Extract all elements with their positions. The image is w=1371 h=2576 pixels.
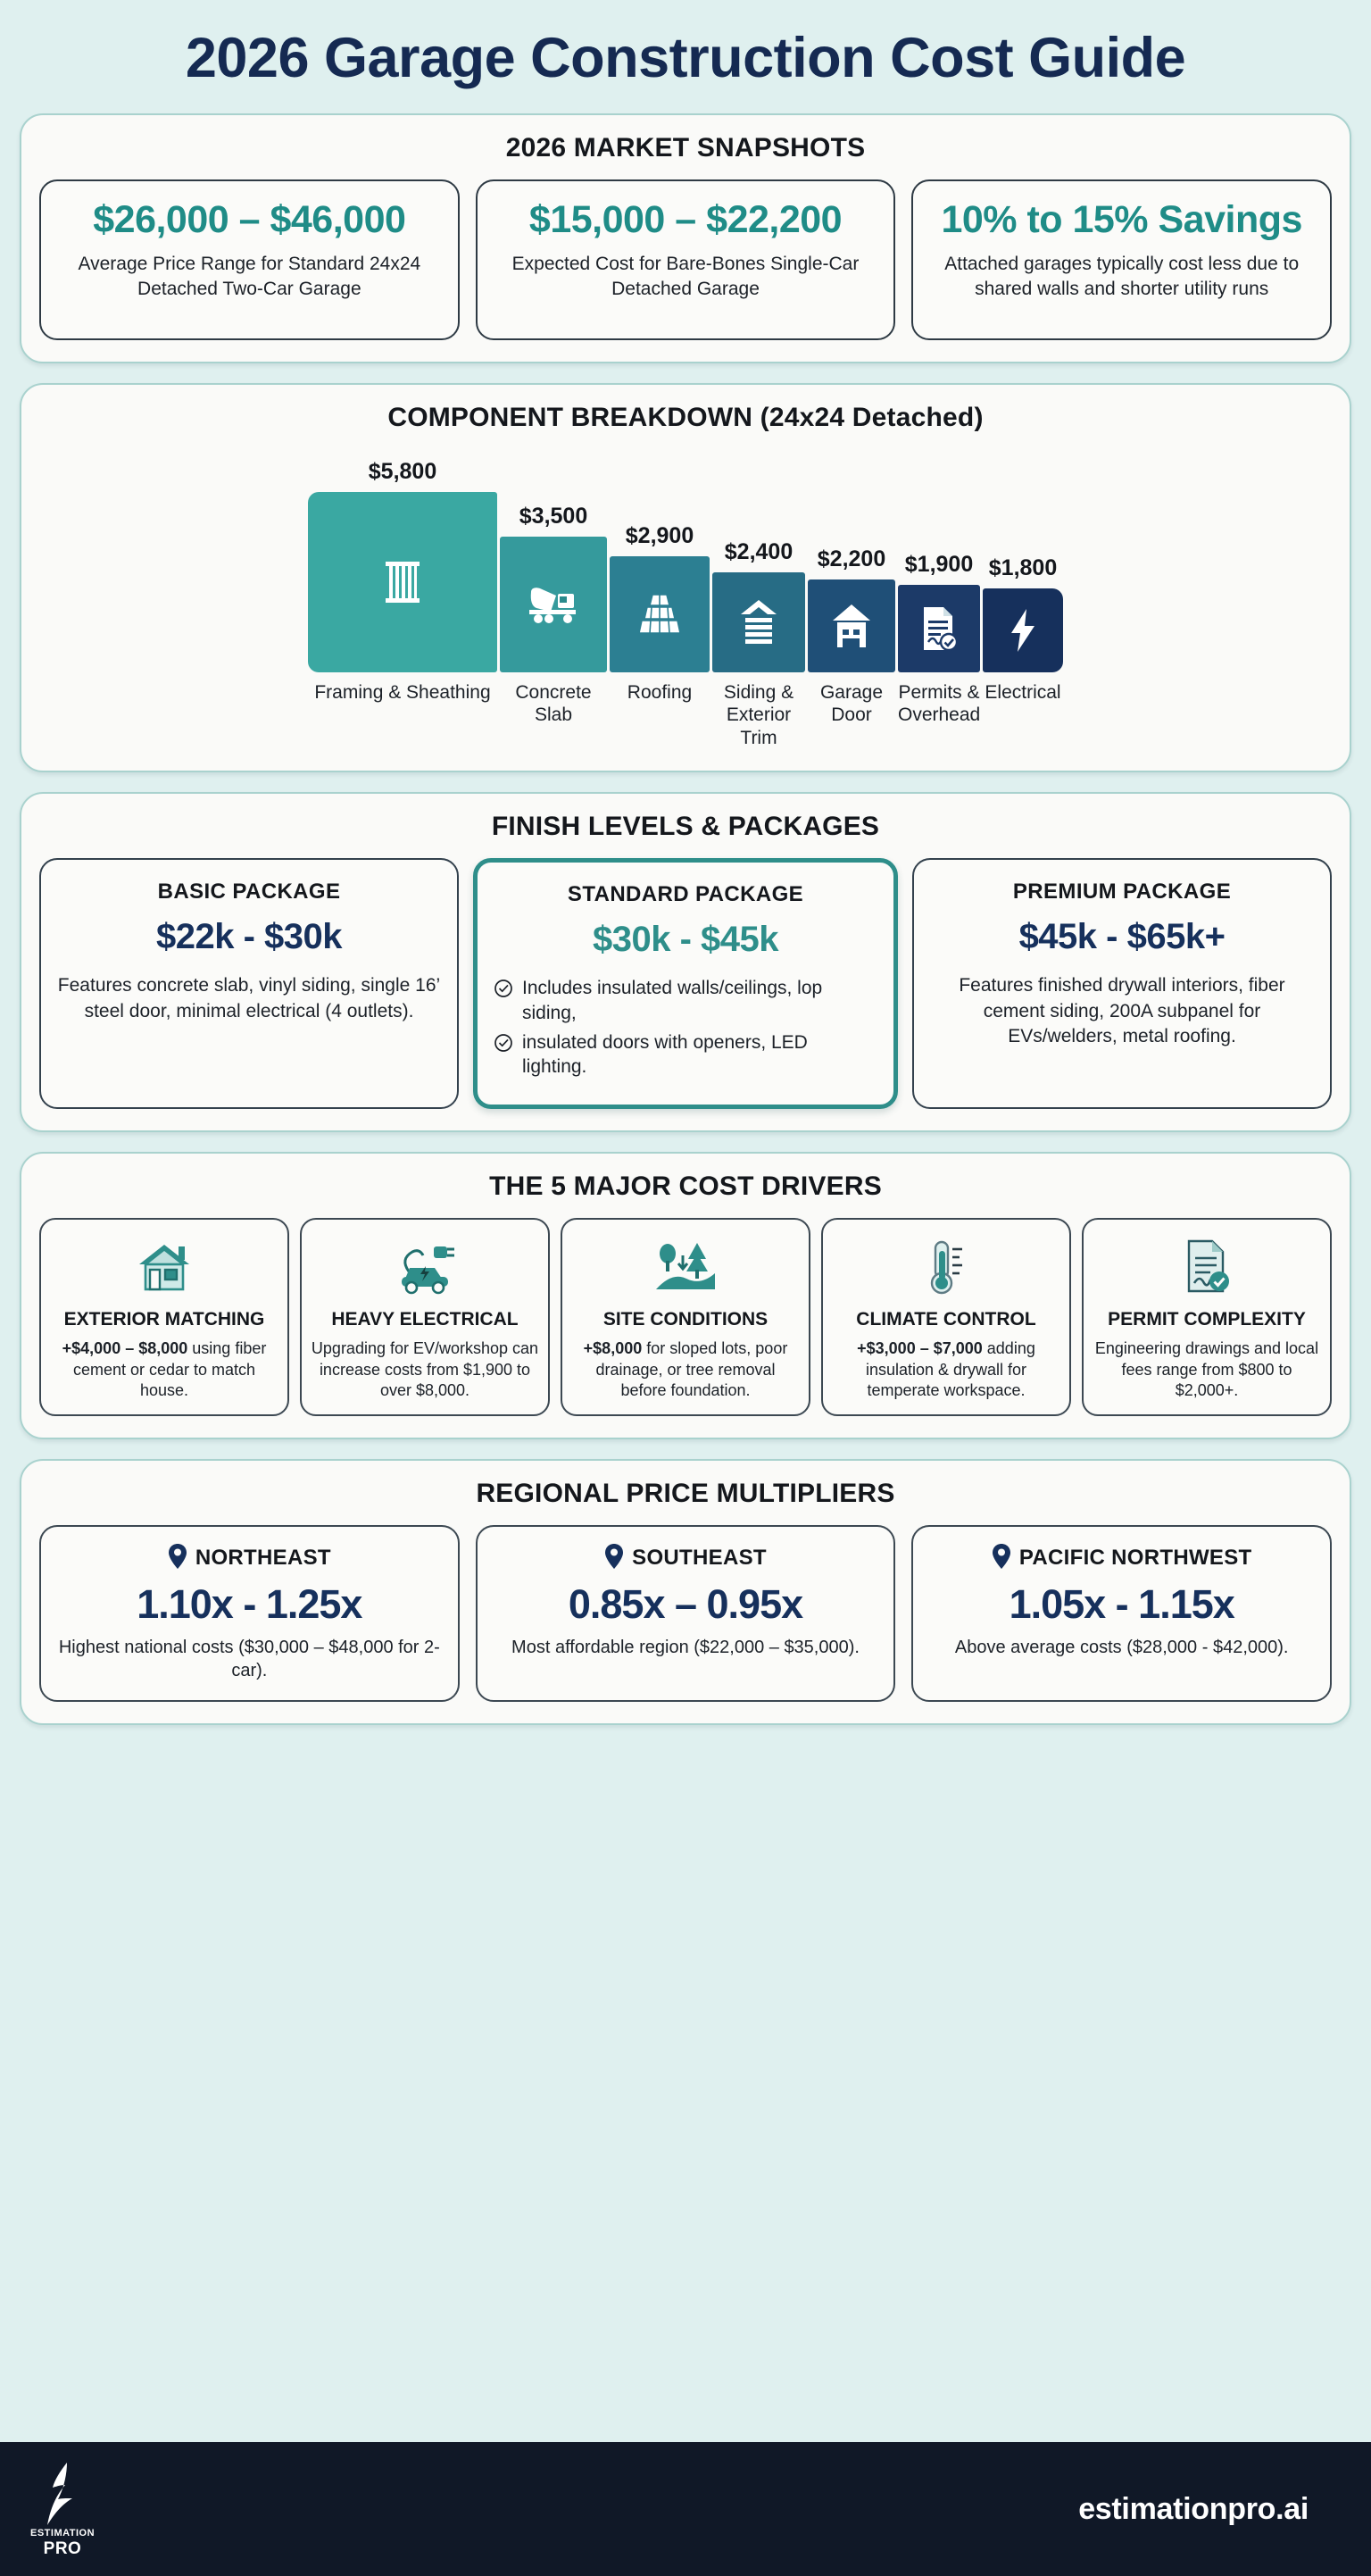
cost-driver-card [1082,1218,1332,1416]
market-snapshots-heading: 2026 MARKET SNAPSHOTS [505,132,866,163]
snapshot-card [476,179,896,340]
chart-bar-value-label: $5,800 [368,458,437,484]
package-feature-item [494,1030,877,1080]
snapshot-value: 10% to 15% Savings [941,197,1302,241]
finish-levels-section [20,792,1351,1131]
cost-driver-text: Upgrading for EV/workshop can increase costs from $1,900 to over $8,000. [311,1339,539,1400]
region-card [476,1525,896,1702]
region-name: SOUTHEAST [632,1546,767,1570]
region-multiplier: 0.85x – 0.95x [568,1580,803,1627]
chart-bar-group [610,523,710,672]
concrete-mixer-icon [528,585,579,624]
map-pin-icon [604,1543,624,1574]
logo-bolt-icon [44,2461,81,2527]
cost-driver-name: HEAVY ELECTRICAL [331,1308,519,1330]
site-terrain-icon [654,1234,717,1300]
cost-driver-card [39,1218,289,1416]
package-card[interactable] [473,858,898,1108]
chart-bar [983,588,1063,672]
framing-icon [382,558,423,606]
chart-bar-value-label: $3,500 [519,503,588,529]
region-header [926,1543,1317,1574]
chart-bar-group [898,552,980,672]
package-feature-text: insulated doors with openers, LED lighting. [522,1031,808,1078]
region-name: NORTHEAST [195,1546,331,1570]
garage-door-icon [830,603,873,649]
chart-bar-value-label: $2,200 [817,546,886,571]
region-card [911,1525,1332,1702]
chart-bar [610,556,710,672]
region-description: Above average costs ($28,000 - $42,000). [954,1637,1289,1657]
chart-bar [500,537,607,672]
cost-driver-text: +$4,000 – $8,000 using fiber cement or cedar to match house. [62,1339,267,1400]
regional-multipliers-row [39,1525,1332,1702]
permit-document-icon [1182,1234,1232,1300]
snapshot-card [911,179,1332,340]
chart-bar-group [712,539,805,672]
cost-driver-amount: +$8,000 [583,1339,643,1358]
packages-row [39,858,1332,1108]
chart-bar-group [500,504,607,672]
cost-drivers-section [20,1152,1351,1439]
cost-drivers-heading: THE 5 MAJOR COST DRIVERS [489,1171,882,1201]
logo-word-pro: PRO [43,2539,82,2558]
component-breakdown-chart [39,449,1332,672]
chart-bar [808,579,895,672]
chart-category-label: Electrical [985,681,1061,703]
region-card [39,1525,460,1702]
package-price: $22k - $30k [155,917,342,957]
regional-multipliers-heading: REGIONAL PRICE MULTIPLIERS [476,1478,895,1508]
cost-driver-name: SITE CONDITIONS [602,1308,769,1330]
regional-multipliers-section [20,1459,1351,1725]
cost-driver-name: CLIMATE CONTROL [856,1308,1036,1330]
chart-category-label: Garage Door [819,681,884,726]
package-price: $45k - $65k+ [1018,917,1226,957]
lightning-bolt-icon [1008,608,1038,653]
cost-driver-card [821,1218,1071,1416]
chart-bar-value-label: $1,900 [904,551,974,577]
region-header [490,1543,882,1574]
cost-driver-text: +$3,000 – $7,000 adding insulation & drywall for temperate workspace. [857,1339,1035,1400]
chart-category-label: Framing & Sheathing [314,681,491,703]
region-description: Highest national costs ($30,000 – $48,000 for 2-car). [58,1637,440,1680]
snapshot-description: Attached garages typically cost less due to shared walls and shorter utility runs [944,253,1300,299]
package-card[interactable] [912,858,1332,1108]
estimationpro-logo [30,2461,95,2557]
check-circle-icon [494,979,513,1005]
chart-category-label: Siding & Exterior Trim [723,681,794,748]
snapshot-card [39,179,460,340]
chart-category-label: Concrete Slab [515,681,592,726]
chart-bar-value-label: $2,400 [724,538,794,564]
logo-word-estimation: ESTIMATION [30,2528,96,2538]
component-breakdown-labels [39,672,1332,750]
cost-driver-card [300,1218,550,1416]
cost-drivers-row [39,1218,1332,1416]
cost-driver-amount: +$4,000 – $8,000 [62,1339,188,1358]
region-name: PACIFIC NORTHWEST [1018,1546,1252,1570]
cost-driver-text: Engineering drawings and local fees range from $800 to $2,000+. [1094,1339,1319,1400]
map-pin-icon [168,1543,187,1574]
cost-driver-name: PERMIT COMPLEXITY [1108,1308,1306,1330]
package-feature-list [494,976,877,1079]
component-breakdown-heading: COMPONENT BREAKDOWN (24x24 Detached) [387,402,984,432]
chart-bar [308,492,497,672]
package-name: PREMIUM PACKAGE [1012,880,1232,905]
package-card[interactable] [39,858,459,1108]
chart-bar-group [808,546,895,672]
snapshot-value: $15,000 – $22,200 [528,197,843,241]
package-name: BASIC PACKAGE [157,880,341,905]
footer-website-url[interactable]: estimationpro.ai [1078,2491,1309,2526]
chart-bar-group [308,459,497,672]
package-description: Features concrete slab, vinyl siding, single 16’ steel door, minimal electrical (4 outlets). [57,975,441,1021]
component-breakdown-section [20,383,1351,773]
cost-driver-text: +$8,000 for sloped lots, poor drainage, or tree removal before foundation. [583,1339,788,1400]
thermometer-icon [922,1234,970,1300]
permit-document-icon [918,605,960,652]
snapshot-value: $26,000 – $46,000 [93,197,406,241]
chart-bar-value-label: $2,900 [625,522,694,548]
finish-levels-heading: FINISH LEVELS & PACKAGES [491,812,880,842]
market-snapshots-row [39,179,1332,340]
region-description: Most affordable region ($22,000 – $35,000). [511,1637,860,1657]
map-pin-icon [992,1543,1011,1574]
chart-category-label: Roofing [627,681,693,703]
check-circle-icon [494,1033,513,1059]
snapshot-description: Average Price Range for Standard 24x24 Detached Two-Car Garage [78,253,421,299]
region-header [54,1543,445,1574]
chart-category-label: Permits & Overhead [898,681,981,726]
snapshot-description: Expected Cost for Bare-Bones Single-Car Detached Garage [511,253,860,299]
page-title: 2026 Garage Construction Cost Guide [185,27,1186,89]
chart-bar [712,572,805,672]
package-description: Features finished drywall interiors, fiber cement siding, 200A subpanel for EVs/welders, metal roofing. [959,975,1285,1047]
market-snapshots-section [20,113,1351,363]
package-feature-text: Includes insulated walls/ceilings, lop siding, [522,978,823,1023]
page-footer [0,2442,1371,2576]
roofing-shingles-icon [636,593,683,636]
chart-bar-group [983,555,1063,672]
cost-driver-amount: +$3,000 – $7,000 [857,1339,983,1358]
chart-bar-value-label: $1,800 [988,554,1058,580]
siding-house-icon [738,598,779,646]
package-price: $30k - $45k [592,920,778,960]
ev-charging-icon [393,1234,457,1300]
cost-driver-card [561,1218,810,1416]
chart-bar [898,585,980,672]
region-multiplier: 1.10x - 1.25x [137,1580,362,1627]
package-feature-item [494,976,877,1025]
cost-driver-name: EXTERIOR MATCHING [63,1308,265,1330]
house-icon [135,1234,194,1300]
region-multiplier: 1.05x - 1.15x [1009,1580,1234,1627]
package-name: STANDARD PACKAGE [567,882,804,907]
